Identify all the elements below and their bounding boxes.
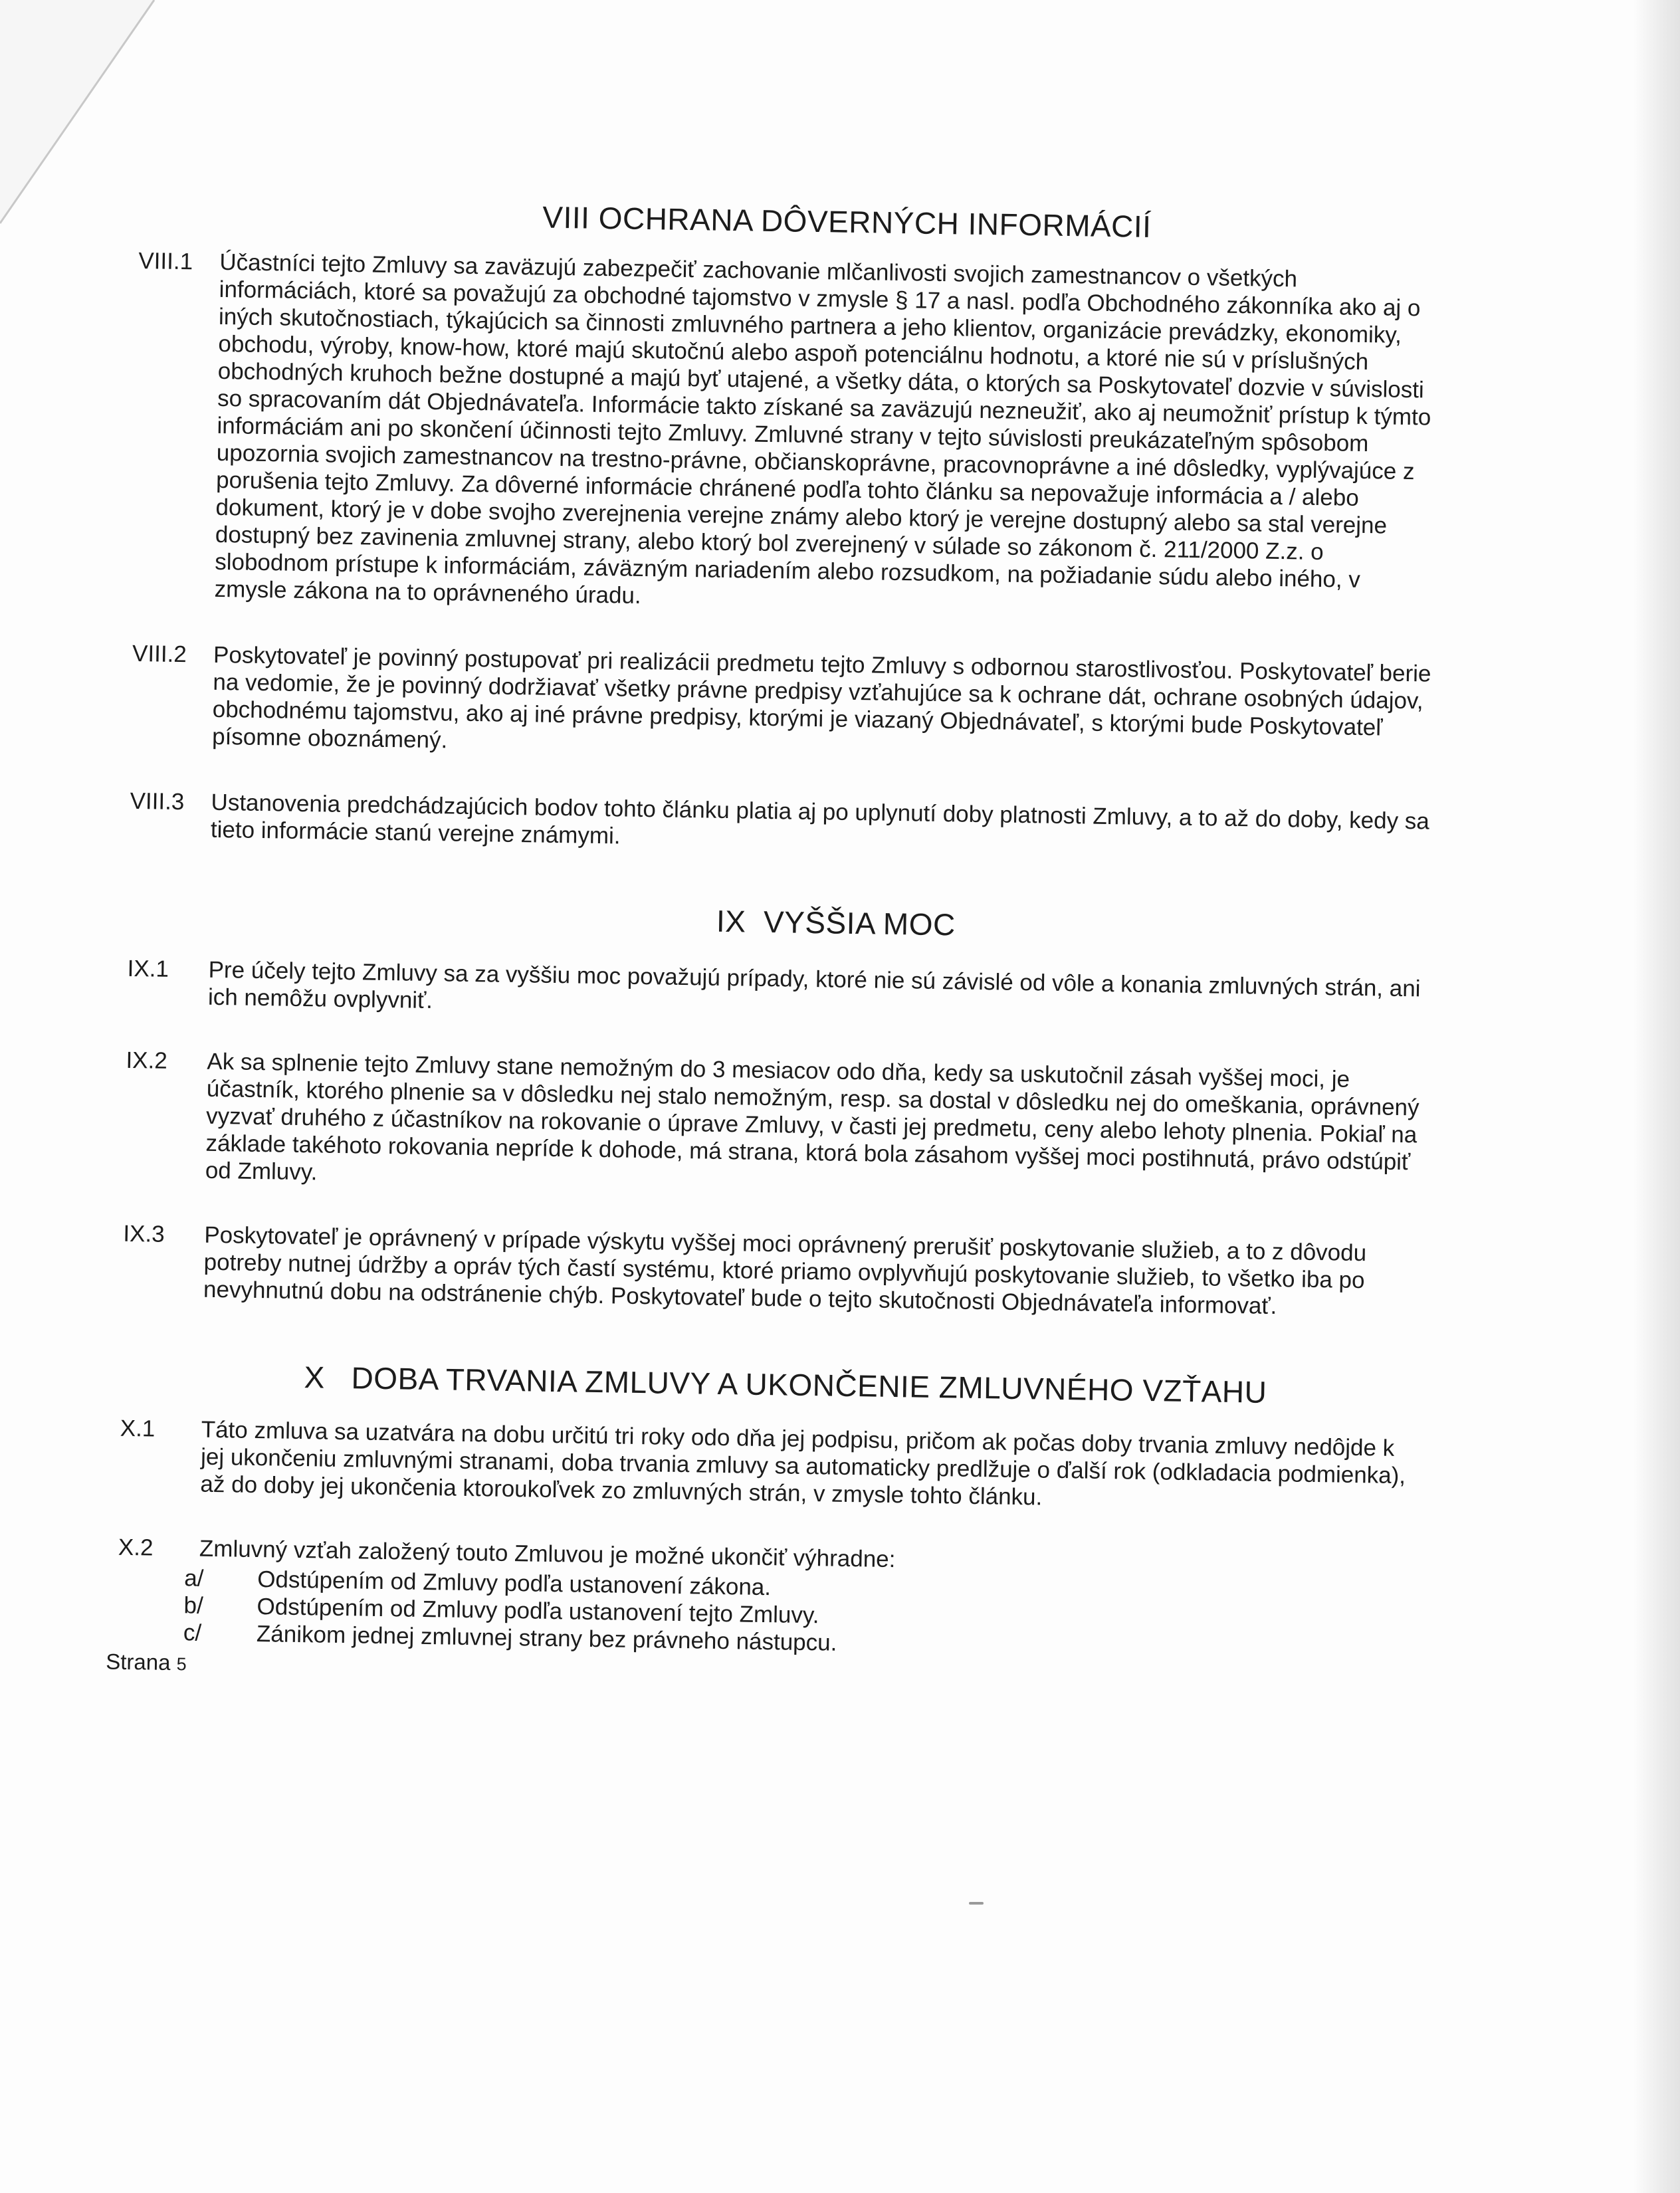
scan-shadow-edge [1633, 0, 1680, 2193]
clause-text: Táto zmluva sa uzatvára na dobu určitú tri roky odo dňa jej podpisu, pričom ak počas doby trvania zmluvy nedôjde k jej ukončeniu zmluvnými stranami, doba trvania zmluvy sa automaticky predlžuje o ďalší rok (odkladacia podmienka), až do doby jej ukončenia ktoroukoľvek zo zmluvných strán, v zmysle tohto článku. [200, 1416, 1406, 1511]
page-label: Strana [105, 1649, 171, 1675]
clause-number: IX.1 [127, 955, 169, 982]
clause-number: VIII.1 [138, 247, 193, 275]
page-number: 5 [176, 1654, 187, 1675]
clause-text: Poskytovateľ je oprávnený v prípade výskytu vyššej moci oprávnený prerušiť poskytovanie služieb, a to z dôvodu potreby nutnej údržby a opráv tých častí systému, ktoré priamo ovplyvňujú poskytovanie služieb, to všetko iba po nevyhnutnú dobu na odstránenie chýb. Poskytovateľ bude o tejto skutočnosti Objednávateľa informovať. [203, 1221, 1367, 1320]
termination-list [183, 1564, 1421, 1665]
list-item-text: Odstúpením od Zmluvy podľa ustanovení tejto Zmluvy. [257, 1594, 819, 1629]
clause-text: Pre účely tejto Zmluvy sa za vyššiu moc považujú prípady, ktoré nie sú závislé od vôle a konania zmluvných strán, ani ich nemôžu ovplyvniť. [207, 956, 1421, 1014]
clause-number: IX.3 [123, 1220, 165, 1247]
clause-text: Ak sa splnenie tejto Zmluvy stane nemožným do 3 mesiacov odo dňa, kedy sa uskutočnil zásah vyššej moci, je účastník, ktorého plnenie sa v dôsledku nej stalo nemožným, resp. sa dostal v dôsledku nej do omeškania, oprávnený vyzvať druhého z účastníkov na rokovanie o úprave Zmluvy, v časti jej predmetu, ceny alebo lehoty plnenia. Pokiaľ na základe takéhoto rokovania nepríde k dohode, má strana, ktorá bola zásahom vyššej moci postihnutá, právo odstúpiť od Zmluvy. [205, 1048, 1419, 1186]
clause-text: Účastníci tejto Zmluvy sa zaväzujú zabezpečiť zachovanie mlčanlivosti svojich zamestnancov o všetkých informáciách, ktoré sa považujú za obchodné tajomstvo v zmysle § 17 a nasl. podľa Obchodného zákonníka ako aj o iných skutočnostiach, týkajúcich sa činnosti zmluvného partnera a jeho klientov, organizácie prevádzky, ekonomiky, obchodu, výroby, know-how, ktoré majú skutočnú alebo aspoň potenciálnu hodnotu, a ktoré nie sú v príslušných obchodných kruhoch bežne dostupné a majú byť utajené, a všetky dáta, o ktorých sa Poskytovateľ dozvie v súvislosti so spracovaním dát Objednávateľa. Informácie takto získané sa zaväzujú nezneužiť, ako aj neumožniť prístup k týmto informáciám ani po skončení účinnosti tejto Zmluvy. Zmluvné strany v tejto súvislosti preukázateľným spôsobom upozornia svojich zamestnancov na trestno-právne, občianskoprávne, pracovnoprávne a iné dôsledky, vyplývajúce z porušenia tejto Zmluvy. Za dôverné informácie chránené podľa tohto článku sa nepovažuje informácia a / alebo dokument, ktorý je v dobe svojho zverejnenia verejne známy alebo ktorý je verejne dostupný alebo sa stal verejne dostupný bez zavinenia zmluvnej strany, alebo ktorý bol zverejnený v súlade so zákonom č. 211/2000 Z.z. o slobodnom prístupe k informáciám, záväzným nariadením alebo rozsudkom, na požiadanie súdu alebo iného, v zmysle zákona na to oprávneného úradu. [214, 249, 1431, 609]
heading-viii: VIII OCHRANA DÔVERNÝCH INFORMÁCIÍ [542, 199, 1152, 244]
clause-text: Zmluvný vzťah založený touto Zmluvou je možné ukončiť výhradne: [199, 1535, 896, 1573]
clause-viii-2 [131, 640, 1435, 770]
list-letter: a/ [183, 1565, 204, 1592]
list-item-text: Zánikom jednej zmluvnej strany bez právneho nástupcu. [256, 1621, 837, 1656]
clause-number: VIII.3 [130, 787, 185, 815]
stray-mark [969, 1902, 984, 1905]
clause-text: Ustanovenia predchádzajúcich bodov tohto článku platia aj po uplynutí doby platnosti Zmluvy, a to až do doby, kedy sa tieto informácie stanú verejne známymi. [210, 789, 1430, 849]
heading-ix: IX VYŠŠIA MOC [716, 903, 956, 942]
list-item-text: Odstúpením od Zmluvy podľa ustanovení zákona. [257, 1566, 772, 1601]
list-letter: b/ [183, 1592, 204, 1619]
list-letter: c/ [183, 1619, 202, 1646]
heading-x: X DOBA TRVANIA ZMLUVY A UKONČENIE ZMLUVNÉHO VZŤAHU [304, 1360, 1267, 1410]
clause-viii-1 [133, 247, 1441, 622]
clause-number: IX.2 [126, 1047, 168, 1074]
clause-number: VIII.2 [132, 640, 187, 668]
folded-corner [0, 0, 159, 226]
clause-text: Poskytovateľ je povinný postupovať pri realizácii predmetu tejto Zmluvy s odbornou starostlivosťou. Poskytovateľ berie na vedomie, že je povinný dodržiavať všetky právne predpisy vzťahujúce sa k ochrane dát, ochrane osobných údajov, obchodnému tajomstvu, ako aj iné právne predpisy, ktorými je viazaný Objednávateľ, s ktorými bude Poskytovateľ písomne oboznámený. [211, 641, 1431, 754]
document-body [105, 193, 1442, 1695]
clause-number: X.2 [118, 1534, 154, 1561]
clause-number: X.1 [120, 1415, 156, 1442]
clause-ix-2 [124, 1047, 1429, 1203]
